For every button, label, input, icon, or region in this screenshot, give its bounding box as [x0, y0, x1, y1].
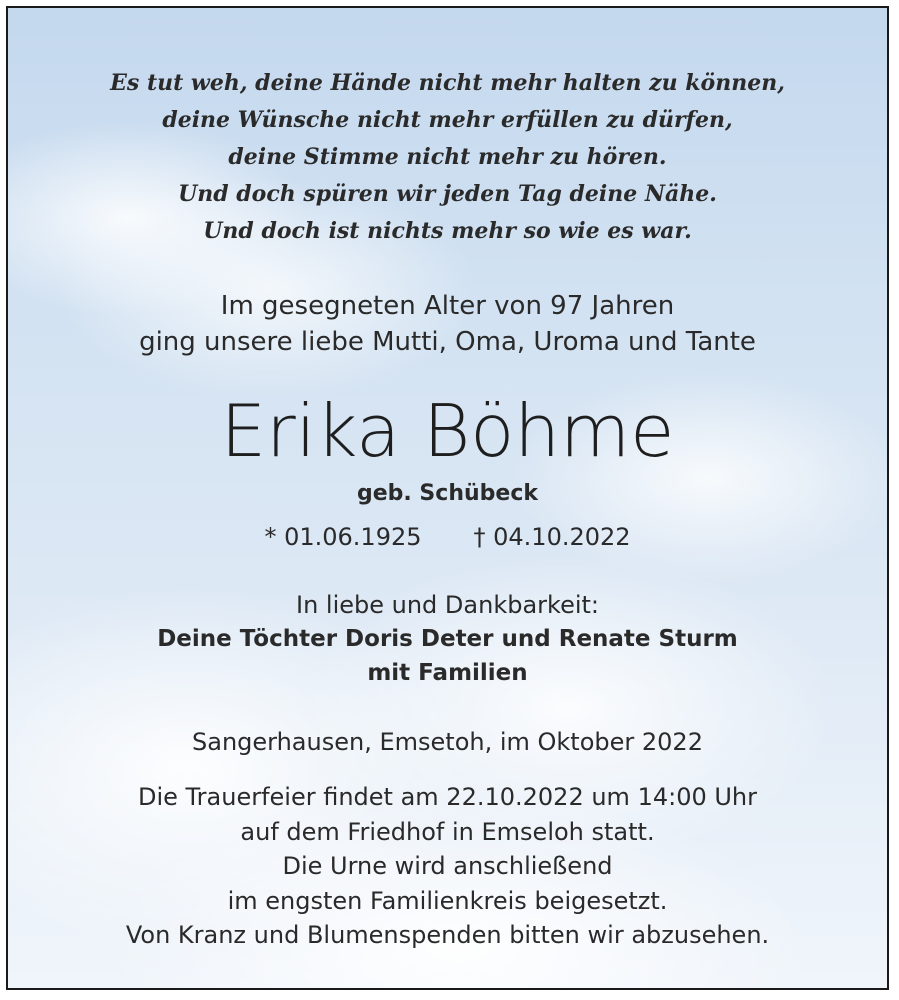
memorial-poem	[8, 65, 887, 250]
poem-line: Und doch ist nichts mehr so wie es war.	[203, 218, 692, 244]
poem-line: Es tut weh, deine Hände nicht mehr halten zu können,	[110, 70, 785, 96]
mourners-line: Deine Töchter Doris Deter und Renate Sturm	[157, 626, 738, 652]
funeral-line: Die Trauerfeier findet am 22.10.2022 um 14:00 Uhr	[137, 783, 758, 811]
place-and-date: Sangerhausen, Emsetoh, im Oktober 2022	[192, 728, 703, 756]
death-date: † 04.10.2022	[473, 523, 631, 551]
poem-line: deine Stimme nicht mehr zu hören.	[228, 144, 667, 170]
maiden-name: geb. Schübeck	[357, 481, 538, 506]
funeral-line: Von Kranz und Blumenspenden bitten wir abzusehen.	[125, 921, 770, 949]
intro-line: ging unsere liebe Mutti, Oma, Uroma und Tante	[139, 327, 756, 357]
funeral-line: Die Urne wird anschließend	[282, 852, 613, 880]
funeral-line: im engsten Familienkreis beigesetzt.	[227, 886, 668, 915]
life-dates	[8, 520, 887, 554]
poem-line: Und doch spüren wir jeden Tag deine Nähe.	[178, 181, 717, 207]
funeral-information	[8, 780, 887, 953]
obituary-notice	[6, 6, 889, 990]
mourners-intro: In liebe und Dankbarkeit:	[295, 591, 599, 619]
death-announcement-intro	[8, 288, 887, 360]
deceased-name: Erika Böhme	[220, 389, 675, 473]
intro-line: Im gesegneten Alter von 97 Jahren	[220, 291, 675, 321]
mourners-line: mit Familien	[367, 660, 528, 686]
mourners-names	[8, 622, 887, 690]
birth-date: * 01.06.1925	[264, 523, 422, 551]
funeral-line: auf dem Friedhof in Emseloh statt.	[240, 817, 655, 846]
poem-line: deine Wünsche nicht mehr erfüllen zu dürfen,	[162, 107, 733, 133]
